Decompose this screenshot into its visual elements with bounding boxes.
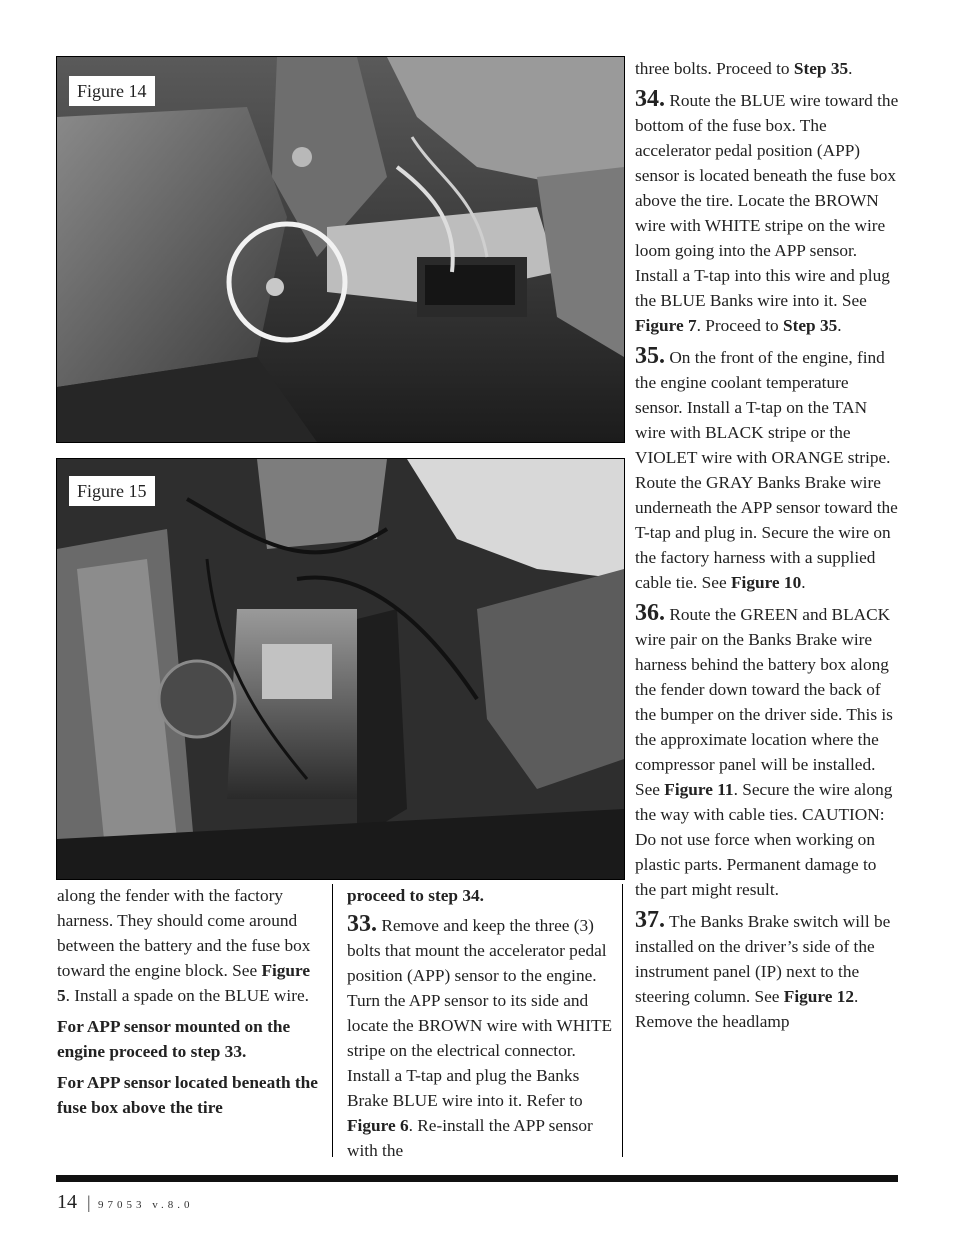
page-number: 14 <box>57 1191 77 1213</box>
figure-14-photo <box>56 56 625 443</box>
column-divider-left <box>332 884 333 1157</box>
step-35-reference-2: Step 35 <box>783 316 838 335</box>
step-34-text: Route the BLUE wire toward the bottom of the fuse box. The accelerator pedal position (APP) sensor is located beneath the fuse box above the tire. Locate the BROWN wire with WHITE stripe on the wire loom going into the APP sensor. Install a T-tap into this wire and plug the BLUE Banks wire into it. See <box>635 91 899 310</box>
figure-15-illustration <box>57 459 624 879</box>
step-37-text-end: . Remove the headlamp <box>635 987 859 1031</box>
step-36-text-end: . Secure the wire along the way with cable ties. CAUTION: Do not use force when working on plastic parts. Permanent damage to the part might result. <box>635 780 893 899</box>
step-35-text: On the front of the engine, find the engine coolant temperature sensor. Install a T-tap on the TAN wire with BLACK stripe or the VIOLET wire with ORANGE stripe. Route the GRAY Banks Brake wire underneath the APP sensor toward the T-tap and plug in. Secure the wire on the factory harness with a supplied cable tie. See <box>635 348 898 592</box>
step-33-text: Remove and keep the three (3) bolts that mount the accelerator pedal position (APP) sensor to the engine. Turn the APP sensor to its side and locate the BROWN wire with WHITE stripe on the electrical connector. Install a T-tap and plug the Banks Brake BLUE wire into it. Refer to <box>347 916 613 1110</box>
step-34-text-end: . <box>837 316 842 335</box>
figure-7-reference: Figure 7 <box>635 316 697 335</box>
step-34-number: 34. <box>635 86 665 112</box>
figure-12-reference: Figure 12 <box>783 987 855 1006</box>
figure-11-reference: Figure 11 <box>664 780 734 799</box>
footer-rule <box>56 1175 898 1182</box>
middle-column <box>347 883 613 1163</box>
step-35-reference: Step 35 <box>793 59 849 78</box>
step-33 <box>347 912 613 1163</box>
figure-14-illustration <box>57 57 624 442</box>
figure-14-label: Figure 14 <box>69 76 155 106</box>
step-35-number: 35. <box>635 343 665 369</box>
step-37-text: The Banks Brake switch will be installed on the driver’s side of the instrument panel (IP) next to the steering column. See <box>635 912 891 1006</box>
figure-5-reference: Figure 5 <box>57 961 311 1005</box>
note-engine-mounted: For APP sensor mounted on the engine proceed to step 33. <box>57 1017 291 1061</box>
step-36 <box>635 601 899 902</box>
figure-15-photo <box>56 458 625 880</box>
step-36-number: 36. <box>635 600 665 626</box>
continuation-end: . <box>848 59 853 78</box>
note-fuse-box: For APP sensor located beneath the fuse box above the tire <box>57 1073 318 1117</box>
note-continuation: proceed to step 34. <box>347 886 484 905</box>
step-33-number: 33. <box>347 911 377 937</box>
footer-separator: | <box>87 1192 91 1212</box>
paragraph-text: along the fender with the factory harness. They should come around between the battery and the fuse box toward the engine block. See <box>57 886 311 980</box>
step-37-number: 37. <box>635 907 665 933</box>
figure-15-label: Figure 15 <box>69 476 155 506</box>
step-37 <box>635 908 899 1034</box>
left-column <box>57 883 323 1120</box>
figure-10-reference: Figure 10 <box>730 573 802 592</box>
paragraph-text-end: . Install a spade on the BLUE wire. <box>65 986 309 1005</box>
step-33-continuation <box>635 56 899 81</box>
step-33-text-end: . Re-install the APP sensor with the <box>347 1116 593 1160</box>
continuation-text: three bolts. Proceed to <box>635 59 794 78</box>
step-36-text: Route the GREEN and BLACK wire pair on the Banks Brake wire harness behind the battery box along the fender down toward the back of the bumper on the driver side. This is the approximate location where the compressor panel will be installed. See <box>635 605 893 799</box>
step-35 <box>635 344 899 595</box>
figure-6-reference: Figure 6 <box>347 1116 409 1135</box>
right-column <box>635 56 899 1034</box>
step-34-text-mid: . Proceed to <box>696 316 783 335</box>
column-divider-right <box>622 884 623 1157</box>
left-column-paragraph <box>57 883 323 1008</box>
step-34 <box>635 87 899 338</box>
document-id: 97053 v.8.0 <box>98 1199 194 1211</box>
step-35-text-end: . <box>801 573 806 592</box>
